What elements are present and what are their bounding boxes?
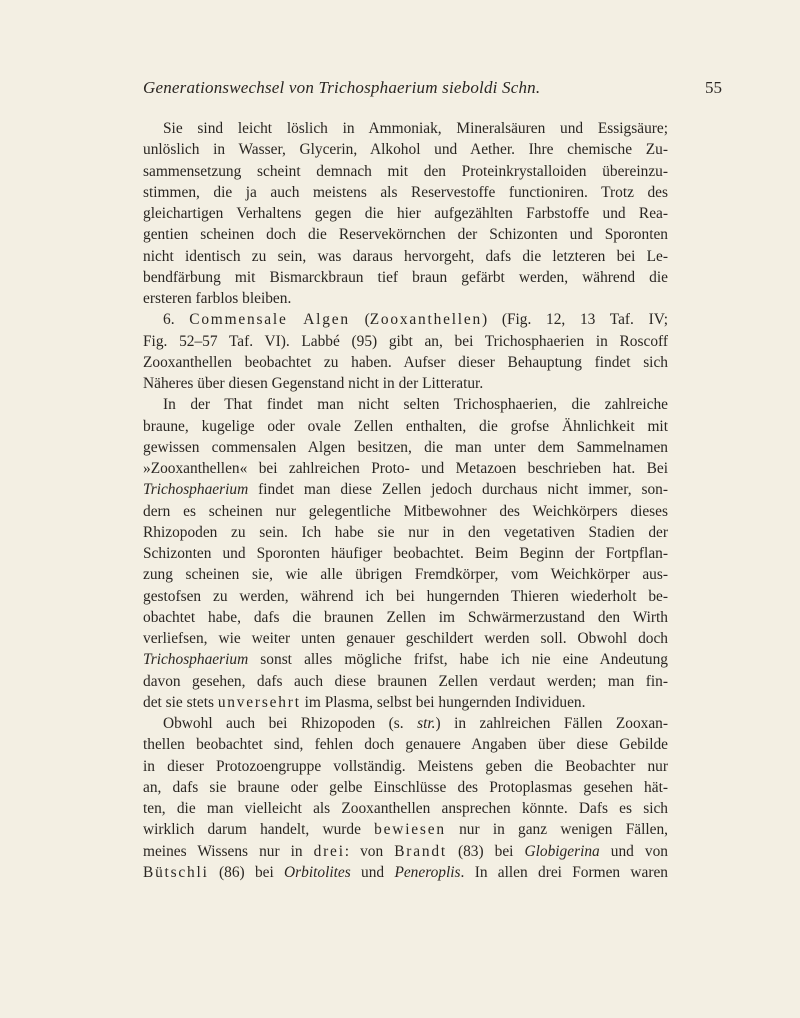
text-line: stimmen, die ja auch meistens als Reservestoffe functioniren. Trotz des — [143, 183, 668, 201]
page-number: 55 — [705, 78, 722, 97]
text-line: »Zooxanthellen« bei zahlreichen Proto- und Metazoen beschrieben hat. Bei — [143, 460, 668, 477]
text-line — [143, 819, 668, 840]
text-line: verliefsen, wie weiter unten genauer geschildert werden soll. Obwohl doch — [143, 630, 668, 647]
text-segment: ) (Fig. 12, 13 Taf. IV; — [482, 311, 668, 329]
italic-term: str. — [417, 715, 436, 732]
text-line: gentien scheinen doch die Reservekörnchen der Schizonten und Sporonten — [143, 226, 668, 244]
spaced-emphasis: drei — [313, 842, 345, 860]
body-text — [143, 118, 668, 883]
text-line: Sie sind leicht löslich in Ammoniak, Mineralsäuren und Essigsäure; — [163, 120, 668, 137]
text-segment: ) in zahlreichen Fällen Zooxan- — [435, 715, 668, 732]
text-segment: . In allen drei Formen waren — [460, 863, 669, 881]
text-line: Zooxanthellen beobachtet zu haben. Aufser dieser Behauptung findet sich — [143, 353, 668, 371]
text-line: an, dafs sie braune oder gelbe Einschlüsse des Protoplasmas gesehen hät- — [143, 778, 668, 796]
text-segment: wirklich darum handelt, wurde — [143, 821, 375, 839]
text-line: in dieser Protozoengruppe vollständig. Meistens geben die Beobachter nur — [143, 757, 668, 775]
spaced-emphasis: Bütschli — [143, 863, 209, 881]
text-line: bendfärbung mit Bismarckbraun tief braun gefärbt werden, während die — [143, 268, 668, 286]
text-line — [143, 862, 668, 883]
text-segment: det sie stets — [143, 693, 218, 711]
text-line — [143, 309, 668, 330]
text-segment: (83) bei — [446, 842, 525, 860]
italic-term: Peneroplis — [394, 863, 461, 881]
text-line: ersteren farblos bleiben. — [143, 290, 292, 307]
text-line — [143, 692, 668, 713]
text-segment: nur in ganz wenigen Fällen, — [445, 821, 669, 839]
spaced-emphasis: Brandt — [394, 842, 447, 860]
text-line: thellen beobachtet sind, fehlen doch genauere Angaben über diese Gebilde — [143, 736, 668, 754]
text-line: nicht identisch zu sein, was daraus hervorgeht, dafs die letzteren bei Le- — [143, 247, 668, 265]
page-header — [125, 78, 797, 108]
text-line — [143, 713, 668, 734]
text-segment: Obwohl auch bei Rhizopoden (s. — [163, 715, 418, 732]
italic-term: Trichosphaerium — [143, 481, 249, 499]
text-line: Rhizopoden zu sein. Ich habe sie nur in den vegetativen Stadien der — [143, 523, 668, 541]
text-line: dern es scheinen nur gelegentliche Mitbewohner des Weichkörpers dieses — [143, 502, 668, 520]
text-segment: findet man diese Zellen jedoch durchaus nicht immer, son- — [248, 481, 668, 499]
text-line: zung scheinen sie, wie alle übrigen Fremdkörper, vom Weichkörper aus- — [143, 566, 668, 584]
text-line: ten, die man vielleicht als Zooxanthellen ansprechen könnte. Dafs es sich — [143, 800, 668, 817]
text-segment: : von — [344, 842, 395, 860]
text-line: In der That findet man nicht selten Trichosphaerien, die zahlreiche — [163, 396, 668, 414]
text-line: Fig. 52–57 Taf. VI). Labbé (95) gibt an, bei Trichosphaerien in Roscoff — [143, 332, 668, 350]
text-segment: sonst alles mögliche frifst, habe ich nie eine Andeutung — [248, 651, 668, 669]
text-segment: 6. — [163, 311, 190, 329]
spaced-emphasis: bewiesen — [374, 821, 446, 839]
text-line: Schizonten und Sporonten häufiger beobachtet. Beim Beginn der Fortpflan- — [143, 545, 668, 562]
text-segment: im Plasma, selbst bei hungernden Individuen. — [300, 693, 586, 711]
text-segment: ( — [349, 311, 370, 329]
text-segment: (86) bei — [208, 863, 285, 881]
text-segment: und — [350, 863, 395, 881]
text-line: sammensetzung scheint demnach mit den Proteinkrystalloiden übereinzu- — [143, 162, 668, 180]
text-segment: und von — [599, 842, 668, 860]
italic-term: Globigerina — [524, 842, 600, 860]
text-line: gewissen commensalen Algen besitzen, die man unter dem Sammelnamen — [143, 438, 668, 456]
text-line: davon gesehen, dafs auch diese braunen Zellen verdaut werden; man fin- — [143, 672, 668, 690]
italic-term: Orbitolites — [284, 863, 351, 881]
spaced-emphasis: Zooxanthellen — [369, 311, 482, 329]
running-title: Generationswechsel von Trichosphaerium sieboldi Schn. — [143, 78, 541, 97]
text-line: braune, kugelige oder ovale Zellen enthalten, die grofse Ähnlichkeit mit — [143, 417, 668, 435]
text-line — [143, 479, 668, 500]
text-line — [143, 649, 668, 670]
spaced-emphasis: Commensale Algen — [189, 311, 350, 329]
text-segment: meines Wissens nur in — [143, 842, 314, 860]
italic-term: Trichosphaerium — [143, 651, 249, 669]
text-line: unlöslich in Wasser, Glycerin, Alkohol und Aether. Ihre chemische Zu- — [143, 141, 668, 159]
spaced-emphasis: unversehrt — [217, 693, 301, 711]
text-line: gleichartigen Verhaltens gegen die hier aufgezählten Farbstoffe und Rea- — [143, 205, 668, 222]
text-line: Näheres über diesen Gegenstand nicht in der Litteratur. — [143, 375, 484, 392]
text-line: gestofsen zu werden, während ich bei hungernden Thieren wiederholt be- — [143, 587, 668, 605]
text-line — [143, 841, 668, 862]
text-line: obachtet habe, dafs die braunen Zellen im Schwärmerzustand den Wirth — [143, 608, 668, 626]
